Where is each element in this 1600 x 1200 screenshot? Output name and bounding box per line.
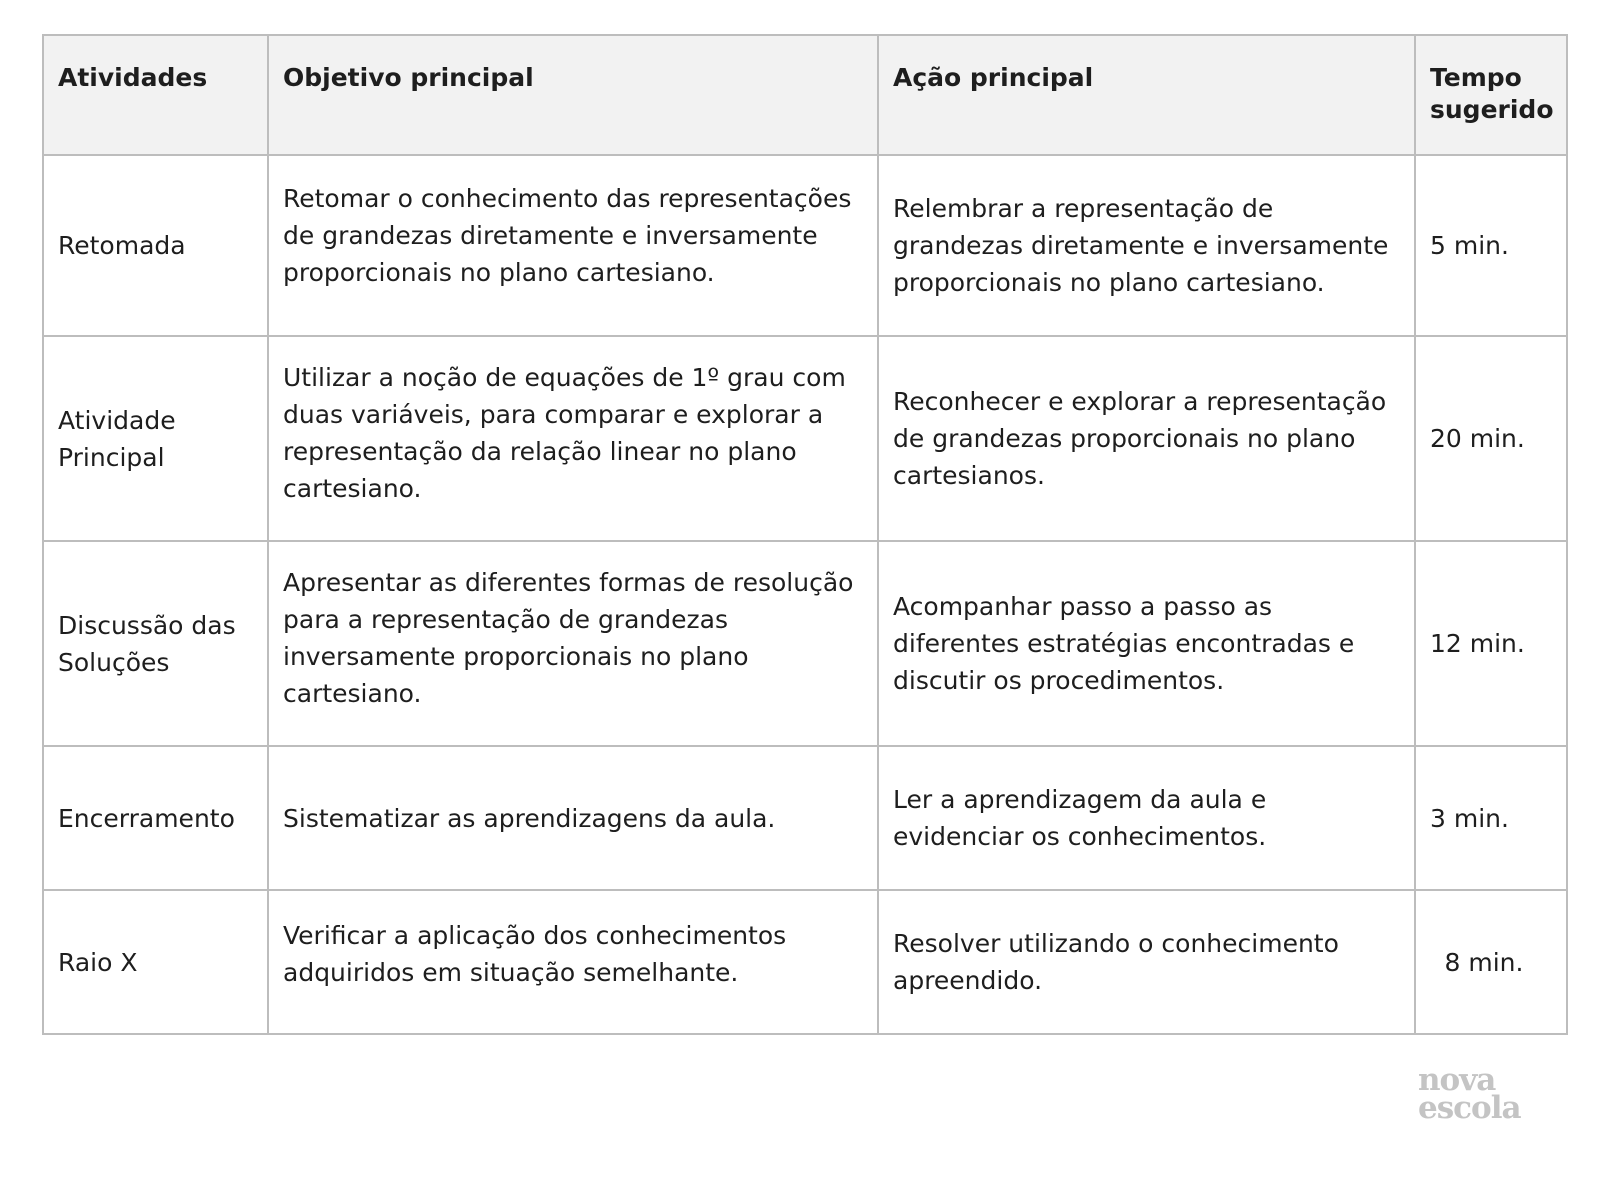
cell-tempo: 5 min.: [1415, 155, 1567, 336]
cell-tempo: 8 min.: [1415, 890, 1567, 1034]
cell-tempo: 12 min.: [1415, 541, 1567, 746]
cell-tempo: 20 min.: [1415, 336, 1567, 541]
header-objetivo-principal: Objetivo principal: [268, 35, 878, 155]
cell-tempo: 3 min.: [1415, 746, 1567, 890]
table-row: [43, 541, 1567, 746]
cell-acao: Reconhecer e explorar a representação de grandezas proporcionais no plano cartesianos.: [878, 336, 1415, 541]
cell-acao: Acompanhar passo a passo as diferentes estratégias encontradas e discutir os procedimentos.: [878, 541, 1415, 746]
table-row: [43, 890, 1567, 1034]
cell-atividade: Discussão das Soluções: [43, 541, 268, 746]
table-header-row: [43, 35, 1567, 155]
cell-acao: Relembrar a representação de grandezas diretamente e inversamente proporcionais no plano cartesiano.: [878, 155, 1415, 336]
cell-objetivo: Retomar o conhecimento das representações de grandezas diretamente e inversamente proporcionais no plano cartesiano.: [268, 155, 878, 336]
cell-atividade: Retomada: [43, 155, 268, 336]
cell-acao: Ler a aprendizagem da aula e evidenciar os conhecimentos.: [878, 746, 1415, 890]
cell-objetivo: Utilizar a noção de equações de 1º grau com duas variáveis, para comparar e explorar a representação da relação linear no plano cartesiano.: [268, 336, 878, 541]
logo-line-nova: nova: [1418, 1062, 1496, 1098]
logo-line-escola: escola: [1418, 1090, 1521, 1126]
cell-atividade: Atividade Principal: [43, 336, 268, 541]
table-row: [43, 336, 1567, 541]
table-row: [43, 155, 1567, 336]
header-acao-principal: Ação principal: [878, 35, 1415, 155]
lesson-plan-table: [42, 34, 1568, 1035]
cell-objetivo: Verificar a aplicação dos conhecimentos adquiridos em situação semelhante.: [268, 890, 878, 1034]
cell-objetivo: Apresentar as diferentes formas de resolução para a representação de grandezas inversamente proporcionais no plano cartesiano.: [268, 541, 878, 746]
nova-escola-logo: [1418, 1062, 1538, 1126]
header-atividades: Atividades: [43, 35, 268, 155]
cell-objetivo: Sistematizar as aprendizagens da aula.: [268, 746, 878, 890]
cell-atividade: Raio X: [43, 890, 268, 1034]
cell-atividade: Encerramento: [43, 746, 268, 890]
table-row: [43, 746, 1567, 890]
cell-acao: Resolver utilizando o conhecimento apreendido.: [878, 890, 1415, 1034]
header-tempo-sugerido: Tempo sugerido: [1415, 35, 1567, 155]
